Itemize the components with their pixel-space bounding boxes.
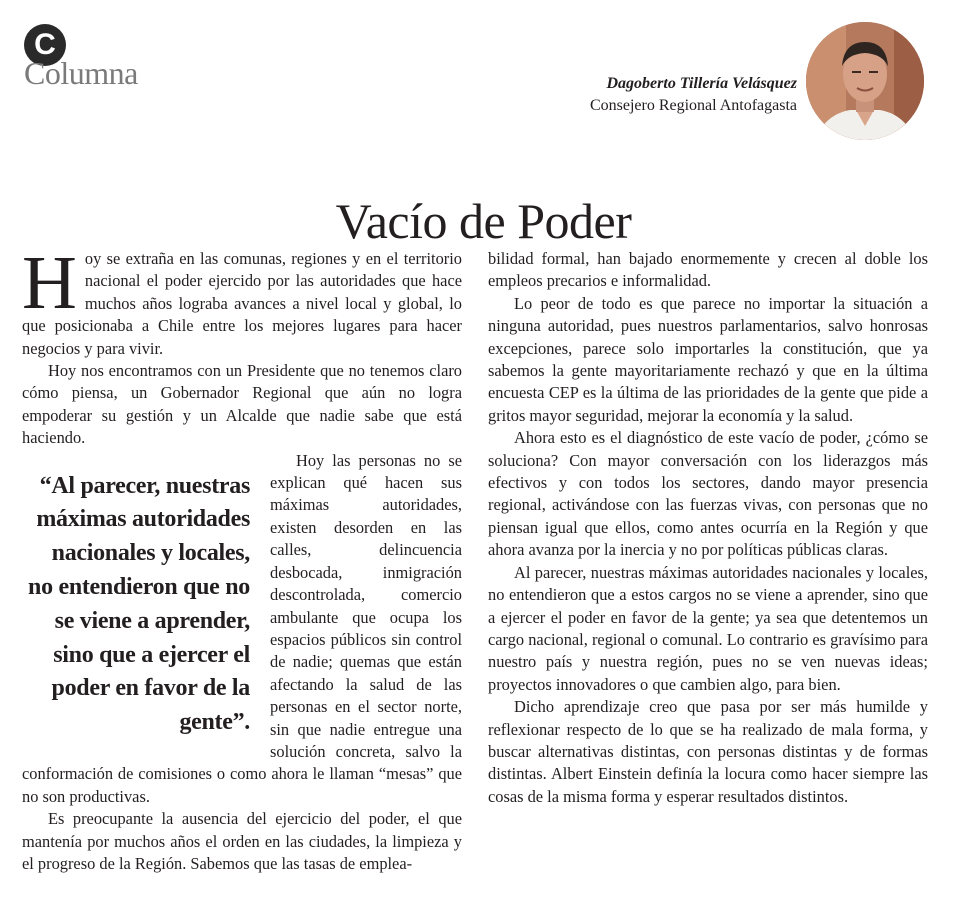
section-label: Columna — [24, 55, 138, 91]
article-column-left — [22, 241, 462, 875]
paragraph: Dicho aprendizaje creo que pasa por ser más humilde y reflexionar respecto de lo que se ha realizado de mala forma, y buscar alternativas distintas, con personas distintas y de formas distintas. Albert Einstein definía la locura como hacer siempre las cosas de la misma forma y esperar resultados distintos. — [488, 697, 928, 806]
paragraph: Al parecer, nuestras máximas autoridades nacionales y locales, no entendieron que a estos cargos no se viene a aprender, sino que a ejercer el poder en favor de la gente; ya sea que detentemos un cargo nacional, regional o comunal. Lo contrario es gravísimo para nuestro país y nuestra región, pues no se ven nuevas ideas; proyectos innovadores o que cambien algo, para bien. — [488, 562, 928, 694]
article-column-right — [488, 248, 928, 808]
author-role: Consejero Regional Antofagasta — [589, 97, 797, 114]
paragraph: Es preocupante la ausencia del ejercicio del poder, el que mantenía por muchos años el orden en las ciudades, la limpieza y el progreso de la Región. Sabemos que las tasas de emplea- — [22, 809, 462, 873]
author-photo — [806, 22, 924, 140]
paragraph: bilidad formal, han bajado enormemente y crecen al doble los empleos precarios e informalidad. — [488, 249, 928, 291]
author-name: Dagoberto Tillería Velásquez — [606, 75, 797, 92]
drop-cap: H — [22, 241, 77, 325]
pull-quote: “Al parecer, nuestras máximas autoridades nacionales y locales, no entendieron que no se viene a aprender, sino que a ejercer el poder en favor de la gente”. — [28, 472, 250, 736]
paragraph-text: oy se extraña en las comunas, regiones y en el territorio nacional el poder ejercido por las autoridades que hace muchos años lograba avances a nivel local y global, lo que posicionaba a Chile entre los mejores lugares para hacer negocios y para vivir. — [22, 249, 462, 358]
author-block — [590, 73, 797, 117]
article-title: Vacío de Poder — [335, 192, 632, 249]
author-portrait-image — [806, 22, 924, 140]
paragraph: Lo peor de todo es que parece no importar la situación a ninguna autoridad, pues nuestros parlamentarios, salvo honrosas excepciones, parece solo importarles la constitución, que ya sabemos la gente mayoritariamente rechazó y que en la última encuesta CEP es la última de las prioridades de la gente que pide a gritos mayor seguridad, mejorar la economía y la salud. — [488, 293, 928, 425]
paragraph: Ahora esto es el diagnóstico de este vacío de poder, ¿cómo se soluciona? Con mayor conversación con los liderazgos más efectivos y con todos los sectores, dando mayor presencia regional, activándose con las fuerzas vivas, con personas que no piensan igual que ellos, como antes ocurría en la Región y que ahora avanza por la inercia y no por políticas públicas claras. — [488, 428, 928, 560]
section-badge: C — [24, 24, 66, 66]
paragraph — [22, 241, 462, 360]
paragraph: Hoy nos encontramos con un Presidente que no tenemos claro cómo piensa, un Gobernador Regional que aún no logra empoderar su gestión y un Alcalde que nadie sabe que está haciendo. — [22, 361, 462, 448]
paragraph: Hoy las personas no se explican qué hacen sus máximas autoridades, existen desorden en las calles, delincuencia desbocada, inmigración descontrolada, comercio ambulante que ocupa los espacios públicos sin control de nadie; quemas que están afectando la salud de las personas en el sector norte, sin que nadie entregue una solución concreta, salvo la conformación de comisiones o como ahora le llaman “mesas” que no son productivas. — [22, 450, 462, 806]
